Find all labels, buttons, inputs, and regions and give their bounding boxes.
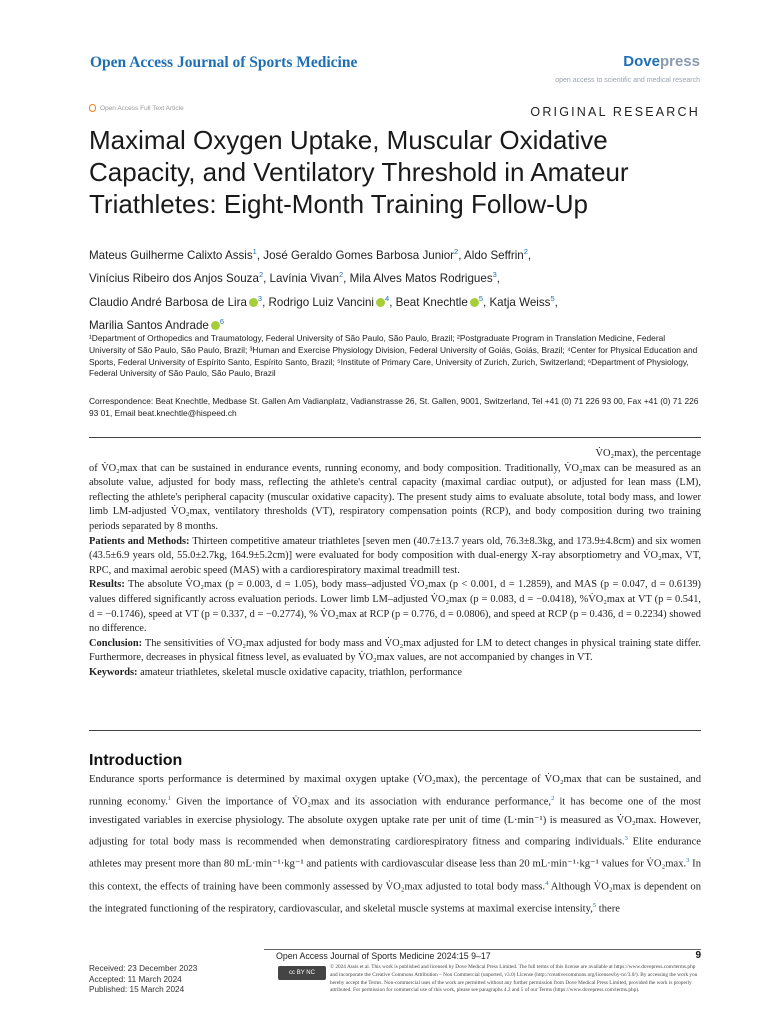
orcid-icon[interactable] [470,298,479,307]
abstract-methods: Thirteen competitive amateur triathletes [seven men (40.7±13.7 years old, 76.3±8.3kg, and 173.9±4.8cm) and six women (43.5±6.9 years old, 55.0±2.7kg, 164.9±5.2cm)] were evaluated for body composition with dual-energy X-ray absorptiometry and V̇O₂max, VT, RPC, and maximal aerobic speed (MAS) with a cardiorespiratory maximal treadmill test. [89,535,701,576]
abstract-first-line: V̇O₂max), the percentage [595,448,701,459]
open-access-badge [89,104,184,112]
open-access-label: Open Access Full Text Article [100,104,184,112]
footer-citation: Open Access Journal of Sports Medicine 2024:15 9–17 [276,951,491,961]
article-type: ORIGINAL RESEARCH [530,105,700,119]
orcid-icon[interactable] [211,321,220,330]
publisher-logo[interactable]: Dovepress [623,53,700,70]
orcid-icon[interactable] [249,298,258,307]
abstract [89,447,701,681]
citation-link[interactable]: 3 [624,835,628,843]
abstract-results: The absolute V̇O₂max (p = 0.003, d = 1.05), body mass–adjusted V̇O₂max (p < 0.001, d = 1.2859), and MAS (p = 0.047, d = 0.6139) values differed significantly across evaluation periods. Lower limb LM–adjusted V̇O₂max (p = 0.083, d = −0.0418), %V̇O₂max at VT (p = 0.541, d = −0.1746), speed at VT (p = 0.337, d = −0.2774), % V̇O₂max at RCP (p = 0.776, d = 0.0806), and speed at RCP (p = 0.436, d = 0.2234) showed no difference. [89,579,701,635]
abstract-background: of V̇O₂max that can be sustained in endurance events, running economy, and body composition. Traditionally, V̇O₂max can be measured as an absolute value, adjusted for body mass, reflecting the athlete's central capacity (maximal cardiac output), or adjusted for lean mass (LM), reflecting the athlete's peripheral capacity (muscular oxidative capacity). The present study aims to evaluate absolute, total body mass, and lower limb LM-adjusted V̇O₂max, ventilatory thresholds (VT), respiratory compensation points (RCP), and body composition during two training periods separated by 8 months. [89,462,701,532]
journal-name[interactable]: Open Access Journal of Sports Medicine [90,54,358,71]
keywords-label: Keywords: [89,666,138,678]
citation-link[interactable]: 1 [167,794,172,802]
citation-link[interactable]: 2 [551,794,555,802]
author-list: Mateus Guilherme Calixto Assis$^1$, José Geraldo Gomes Barbosa Junior$^2$, Aldo Seffrin$^2$, Vinícius Ribeiro dos Anjos Souza$^2$, Lavínia Vivan$^2$, Mila Alves Matos Rodrigues$^3$, Claudio André Barbosa de Lira $^3$, Rodrigo Luiz Vancini $^4$, Beat Knechtle $^5$, Katja Weiss$^5$, Marilia Santos Andrade $^6$ [89,247,558,333]
divider [89,437,701,438]
abstract-conclusion: The sensitivities of V̇O₂max adjusted for body mass and V̇O₂max adjusted for LM to detect changes in physical training state differ. Furthermore, decreases in physical fitness level, as evaluated by V̇O₂max values, are not accompanied by changes in VT. [89,637,701,664]
citation-link[interactable]: 5 [592,901,597,909]
citation-link[interactable]: 4 [545,879,549,887]
publication-dates [89,964,197,996]
license-text: © 2024 Assis et al. This work is published and licensed by Dove Medical Press Limited. The full terms of this license are available at https://www.dovepress.com/terms.php and incorporate the Creative Commons Attribution – Non Commercial (unported, v3.0) License (http://creativecommons.org/licenses/by-nc/3.0/). By accessing the work you hereby accept the Terms. Non-commercial uses of the work are permitted without any further permission from Dove Medical Press Limited, provided the work is properly attributed. For permission for commercial use of this work, please see paragraphs 4.2 and 5 of our Terms (https://www.dovepress.com/terms.php). [330,964,698,994]
creative-commons-license-icon[interactable]: cc BY NC [278,966,326,980]
orcid-icon[interactable] [376,298,385,307]
citation-link[interactable]: 3 [686,857,690,865]
received-date: Received: 23 December 2023 [89,964,198,973]
open-access-lock-icon [89,104,96,112]
article-title: Maximal Oxygen Uptake, Muscular Oxidative Capacity, and Ventilatory Threshold in Amateur Triathletes: Eight-Month Training Follow-Up [89,125,629,219]
introduction-text: Endurance sports performance is determined by maximal oxygen uptake (V̇O₂max), the percentage of V̇O₂max that can be sustained, and running economy.$^1$ Given the importance of V̇O₂max and its association with endurance performance,$^2$ it has become one of the most investigated variables in exercise physiology. The absolute oxygen uptake rate per unit of time (L·min⁻¹) is measured as V̇O₂max. However, adjusting for total body mass is recommended when demonstrating cardiorespiratory fitness and comparing individuals.$^3$ Elite endurance athletes may present more than 80 mL·min⁻¹·kg⁻¹ and patients with cardiovascular disease less than 20 mL·min⁻¹·kg⁻¹ values for V̇O₂max.$^3$ In this context, the effects of training have been commonly assessed by V̇O₂max adjusted to total body mass.$^4$ Although V̇O₂max is dependent on the integrated functioning of the respiratory, cardiovascular, and skeletal muscle systems at maximal exercise intensity,$^5$ there [89,774,702,915]
accepted-date: Accepted: 11 March 2024 [89,974,182,984]
footer-divider [264,949,701,950]
page-number: 9 [695,950,701,961]
published-date: Published: 15 March 2024 [89,985,185,995]
conclusion-label: Conclusion: [89,637,143,649]
results-label: Results: [89,579,125,591]
methods-label: Patients and Methods: [89,535,190,547]
keywords: amateur triathletes, skeletal muscle oxidative capacity, triathlon, performance [137,666,462,678]
publisher-tagline: open access to scientific and medical research [555,77,700,84]
section-heading-introduction: Introduction [89,752,183,769]
correspondence: Correspondence: Beat Knechtle, Medbase St. Gallen Am Vadianplatz, Vadianstrasse 26, St. Gallen, 9001, Switzerland, Tel +41 (0) 71 226 93 00, Fax +41 (0) 71 226 93 01, Email beat.knechtle@hispeed.ch [89,396,699,418]
affiliations: ¹Department of Orthopedics and Traumatology, Federal University of São Paulo, São Paulo, Brazil; ²Postgraduate Program in Translation Medicine, Federal University of São Paulo, São Paulo, Brazil; ³Human and Exercise Physiology Division, Federal University of Goiás, Goiás, Brazil; ⁴Center for Physical Education and Sports, Federal University of Espírito Santo, Espírito Santo, Brazil; ⁵Institute of Primary Care, University of Zurich, Zurich, Switzerland; ⁶Department of Physiology, Federal University of São Paulo, São Paulo, Brazil [89,333,698,379]
divider [89,730,701,731]
